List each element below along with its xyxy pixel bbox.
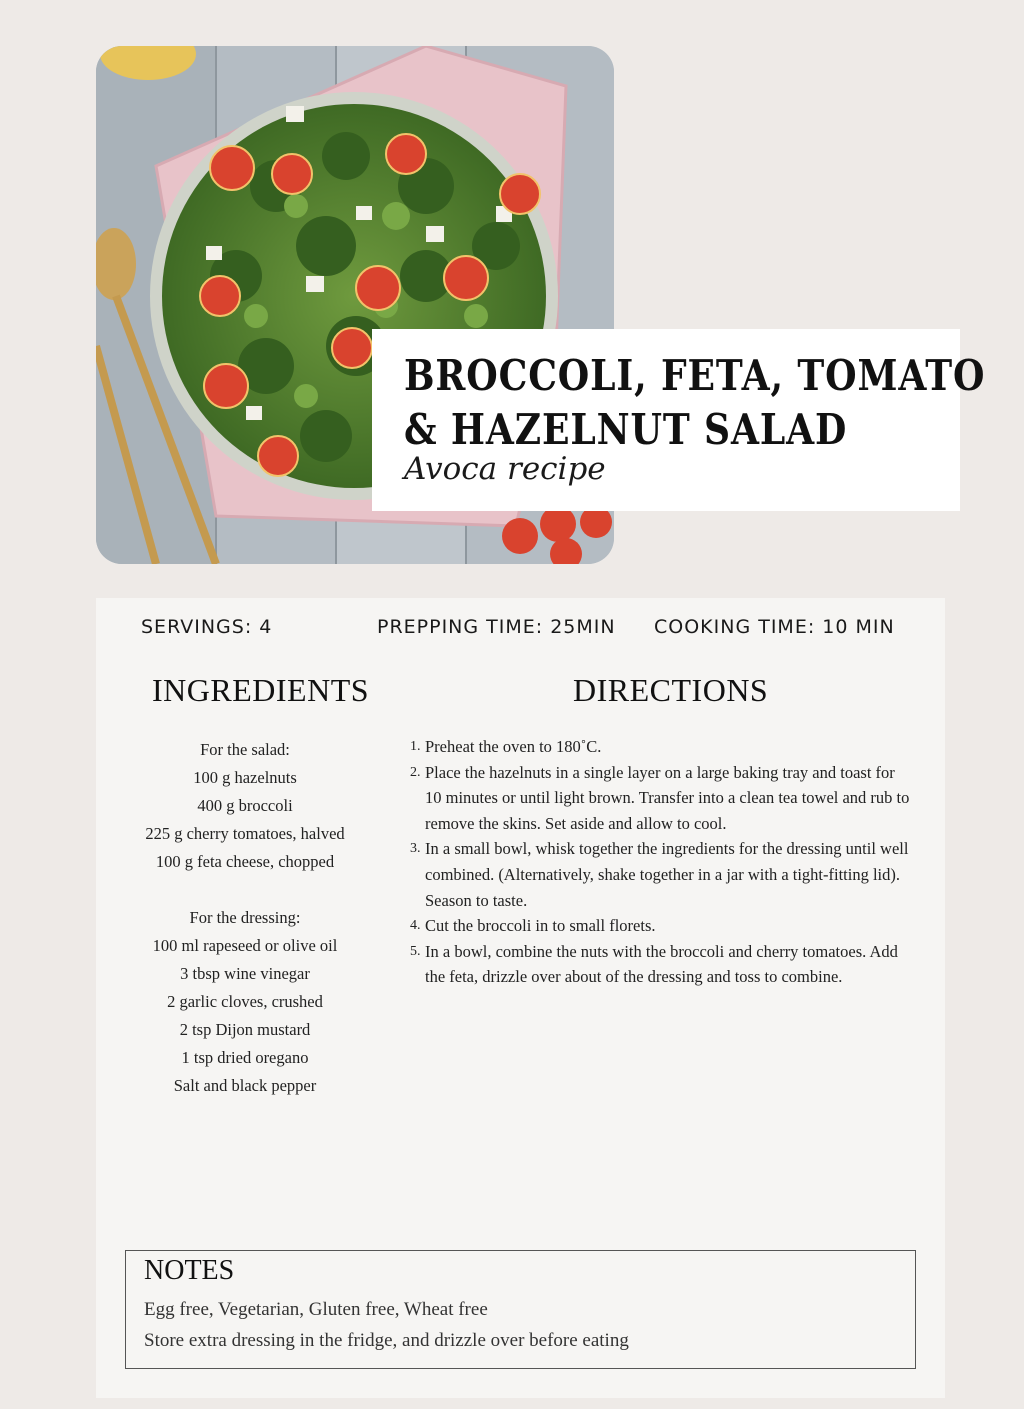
direction-step bbox=[410, 939, 910, 990]
notes-line: Egg free, Vegetarian, Gluten free, Wheat free bbox=[144, 1299, 488, 1320]
step-text: Cut the broccoli in to small florets. bbox=[425, 916, 656, 936]
direction-step bbox=[410, 913, 910, 939]
directions-list bbox=[410, 734, 910, 990]
title-card bbox=[372, 329, 986, 511]
direction-step bbox=[410, 734, 910, 760]
direction-step bbox=[410, 836, 910, 913]
step-text: In a small bowl, whisk together the ingredients for the dressing until well combined. (Alternatively, shake together in a jar with a tight-fitting lid). Season to taste. bbox=[425, 839, 909, 910]
ingredient-item: 1 tsp dried oregano bbox=[181, 1048, 309, 1067]
direction-step bbox=[410, 760, 910, 837]
ingredient-item: 2 garlic cloves, crushed bbox=[167, 992, 323, 1011]
step-number: 1. bbox=[410, 739, 421, 754]
step-number: 5. bbox=[410, 943, 421, 959]
directions-heading: DIRECTIONS bbox=[573, 672, 769, 708]
ingredient-item: 225 g cherry tomatoes, halved bbox=[145, 824, 345, 843]
recipe-card bbox=[96, 598, 945, 1398]
ingredient-group-label: For the dressing: bbox=[189, 908, 301, 927]
ingredient-spacer bbox=[122, 876, 368, 904]
step-number: 3. bbox=[410, 841, 421, 857]
ingredient-item: Salt and black pepper bbox=[173, 1076, 317, 1095]
servings: SERVINGS: 4 bbox=[141, 616, 273, 638]
ingredient-item: 400 g broccoli bbox=[197, 796, 293, 815]
notes-line: Store extra dressing in the fridge, and drizzle over before eating bbox=[144, 1330, 629, 1351]
ingredients-heading: INGREDIENTS bbox=[152, 672, 370, 708]
ingredient-item: 100 g hazelnuts bbox=[193, 768, 297, 787]
notes-box bbox=[125, 1250, 916, 1369]
ingredient-item: 2 tsp Dijon mustard bbox=[179, 1020, 311, 1039]
step-number: 2. bbox=[410, 764, 421, 780]
step-text: In a bowl, combine the nuts with the broccoli and cherry tomatoes. Add the feta, drizzle over about of the dressing and toss to combine. bbox=[425, 941, 898, 987]
ingredient-item: 100 ml rapeseed or olive oil bbox=[152, 936, 338, 955]
cook-time: COOKING TIME: 10 MIN bbox=[654, 616, 895, 638]
recipe-title-line1: BROCCOLI, FETA, TOMATO bbox=[404, 351, 986, 400]
ingredient-item: 100 g feta cheese, chopped bbox=[155, 852, 335, 871]
recipe-title-line2: & HAZELNUT SALAD bbox=[404, 405, 848, 454]
ingredients-list bbox=[122, 736, 368, 1100]
step-text: Preheat the oven to 180˚C. bbox=[425, 737, 602, 756]
step-text: Place the hazelnuts in a single layer on a large baking tray and toast for 10 minutes or until light brown. Transfer into a clean tea towel and rub to remove the skins. Set aside and allow to cool. bbox=[425, 762, 910, 833]
ingredient-group-label: For the salad: bbox=[200, 740, 290, 759]
recipe-title bbox=[404, 349, 986, 457]
step-number: 4. bbox=[410, 918, 421, 934]
prep-time: PREPPING TIME: 25MIN bbox=[377, 616, 616, 638]
recipe-subtitle: Avoca recipe bbox=[404, 451, 606, 487]
notes-heading: NOTES bbox=[144, 1255, 235, 1286]
ingredient-item: 3 tbsp wine vinegar bbox=[180, 964, 310, 983]
